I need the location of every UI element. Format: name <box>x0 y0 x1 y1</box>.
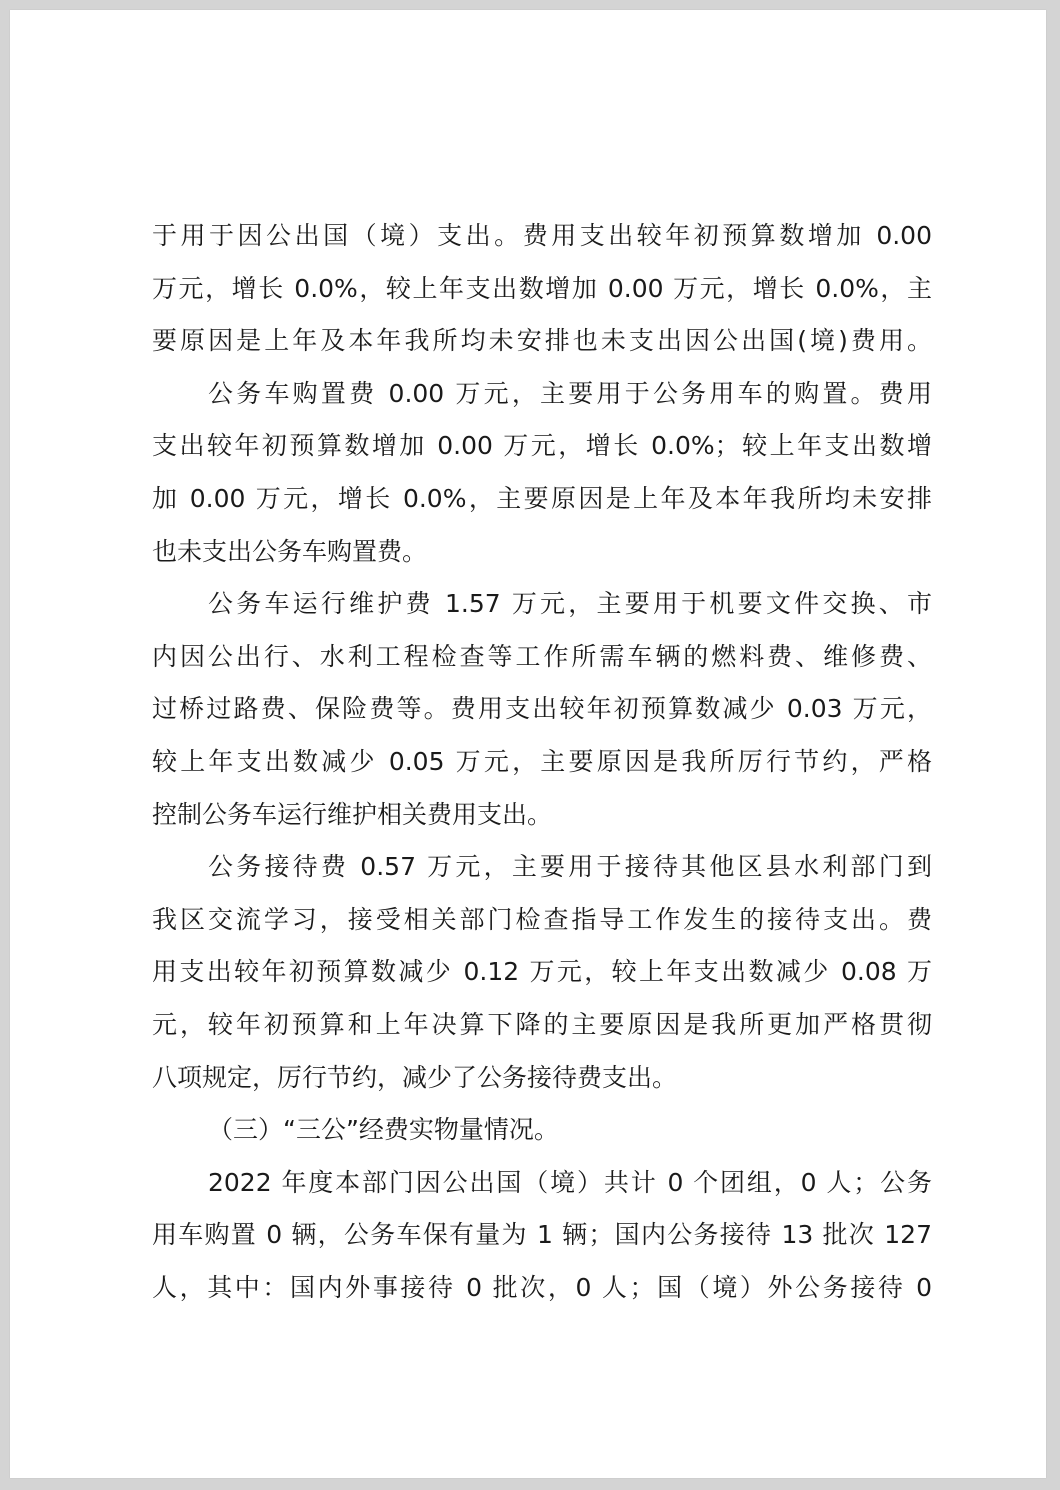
text-line-8: 公务车运行维护费 1.57 万元，主要用于机要文件交换、市 <box>208 589 932 619</box>
text-line-1: 于用于因公出国（境）支出。费用支出较年初预算数增加 0.00 <box>152 221 932 250</box>
text-line-10: 过桥过路费、保险费等。费用支出较年初预算数减少 0.03 万元， <box>152 694 932 724</box>
text-line-21: 人，其中：国内外事接待 0 批次，0 人；国（境）外公务接待 0 <box>152 1272 932 1302</box>
text-line-14: 我区交流学习，接受相关部门检查指导工作发生的接待支出。费 <box>152 904 932 934</box>
text-line-9: 内因公出行、水利工程检查等工作所需车辆的燃料费、维修费、 <box>152 641 932 671</box>
text-line-13: 公务接待费 0.57 万元，主要用于接待其他区县水利部门到 <box>208 852 932 882</box>
text-line-2: 万元，增长 0.0%，较上年支出数增加 0.00 万元，增长 0.0%，主 <box>152 273 932 303</box>
text-line-11: 较上年支出数减少 0.05 万元，主要原因是我所厉行节约，严格 <box>152 746 932 776</box>
text-line-17: 八项规定，厉行节约，减少了公务接待费支出。 <box>152 1062 678 1092</box>
text-line-15: 用支出较年初预算数减少 0.12 万元，较上年支出数减少 0.08 万 <box>152 957 932 987</box>
document-page <box>10 10 1046 1478</box>
section-heading: （三）“三公”经费实物量情况。 <box>208 1115 559 1145</box>
text-line-7: 也未支出公务车购置费。 <box>152 536 428 566</box>
text-line-20: 用车购置 0 辆，公务车保有量为 1 辆；国内公务接待 13 批次 127 <box>152 1220 932 1250</box>
text-line-16: 元，较年初预算和上年决算下降的主要原因是我所更加严格贯彻 <box>152 1009 932 1039</box>
text-line-19: 2022 年度本部门因公出国（境）共计 0 个团组，0 人；公务 <box>208 1167 932 1197</box>
text-line-5: 支出较年初预算数增加 0.00 万元，增长 0.0%；较上年支出数增 <box>152 431 932 461</box>
text-line-4: 公务车购置费 0.00 万元，主要用于公务用车的购置。费用 <box>208 378 932 408</box>
text-line-12: 控制公务车运行维护相关费用支出。 <box>152 799 553 829</box>
text-line-3: 要原因是上年及本年我所均未安排也未支出因公出国(境)费用。 <box>152 326 932 356</box>
text-line-6: 加 0.00 万元，增长 0.0%，主要原因是上年及本年我所均未安排 <box>152 483 932 513</box>
document-body <box>152 206 932 1310</box>
